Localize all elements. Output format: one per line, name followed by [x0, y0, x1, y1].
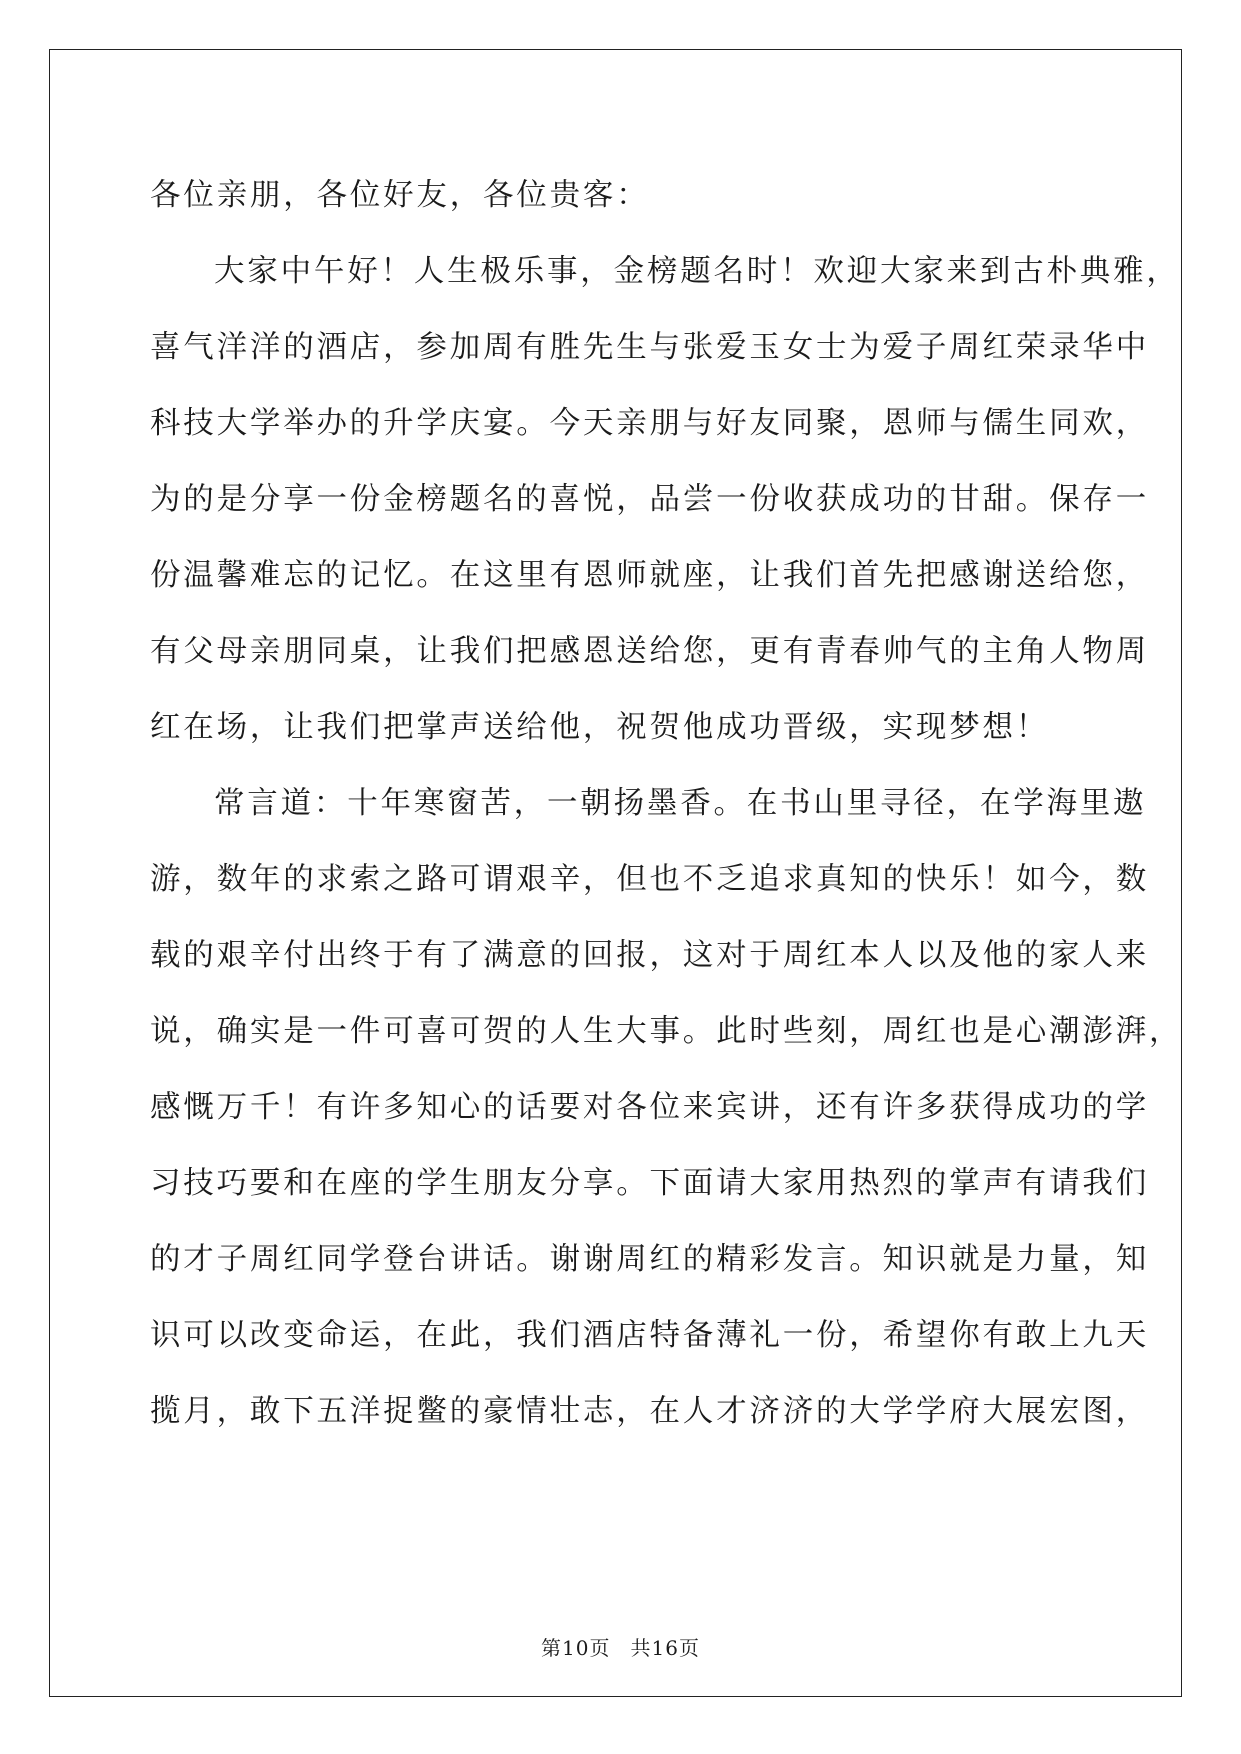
text-line: 常言道：十年寒窗苦，一朝扬墨香。在书山里寻径，在学海里遨 [214, 786, 1147, 821]
text-line: 大家中午好！人生极乐事，金榜题名时！欢迎大家来到古朴典雅， [214, 254, 1180, 289]
text-line: 科技大学举办的升学庆宴。今天亲朋与好友同聚，恩师与儒生同欢， [150, 406, 1149, 441]
text-line: 识可以改变命运，在此，我们酒店特备薄礼一份，希望你有敢上九天 [150, 1318, 1149, 1353]
text-line: 份温馨难忘的记忆。在这里有恩师就座，让我们首先把感谢送给您， [150, 558, 1149, 593]
text-line: 感慨万千！有许多知心的话要对各位来宾讲，还有许多获得成功的学 [150, 1090, 1149, 1125]
text-line: 说，确实是一件可喜可贺的人生大事。此时些刻，周红也是心潮澎湃， [150, 1014, 1183, 1049]
text-line: 游，数年的求索之路可谓艰辛，但也不乏追求真知的快乐！如今，数 [150, 862, 1149, 897]
text-line: 有父母亲朋同桌，让我们把感恩送给您，更有青春帅气的主角人物周 [150, 634, 1149, 669]
text-line: 各位亲朋，各位好友，各位贵客： [150, 178, 650, 213]
text-line: 喜气洋洋的酒店，参加周有胜先生与张爱玉女士为爱子周红荣录华中 [150, 330, 1149, 365]
total-page-count: 共16页 [630, 1636, 700, 1660]
text-line: 的才子周红同学登台讲话。谢谢周红的精彩发言。知识就是力量，知 [150, 1242, 1149, 1277]
text-line: 为的是分享一份金榜题名的喜悦，品尝一份收获成功的甘甜。保存一 [150, 482, 1149, 517]
text-line: 揽月，敢下五洋捉鳖的豪情壮志，在人才济济的大学学府大展宏图， [150, 1394, 1149, 1429]
page-footer [0, 1632, 1241, 1661]
text-line: 习技巧要和在座的学生朋友分享。下面请大家用热烈的掌声有请我们 [150, 1166, 1149, 1201]
document-body [150, 158, 1183, 1450]
current-page-number: 第10页 [541, 1636, 611, 1660]
text-line: 红在场，让我们把掌声送给他，祝贺他成功晋级，实现梦想！ [150, 710, 1050, 745]
text-line: 载的艰辛付出终于有了满意的回报，这对于周红本人以及他的家人来 [150, 938, 1149, 973]
